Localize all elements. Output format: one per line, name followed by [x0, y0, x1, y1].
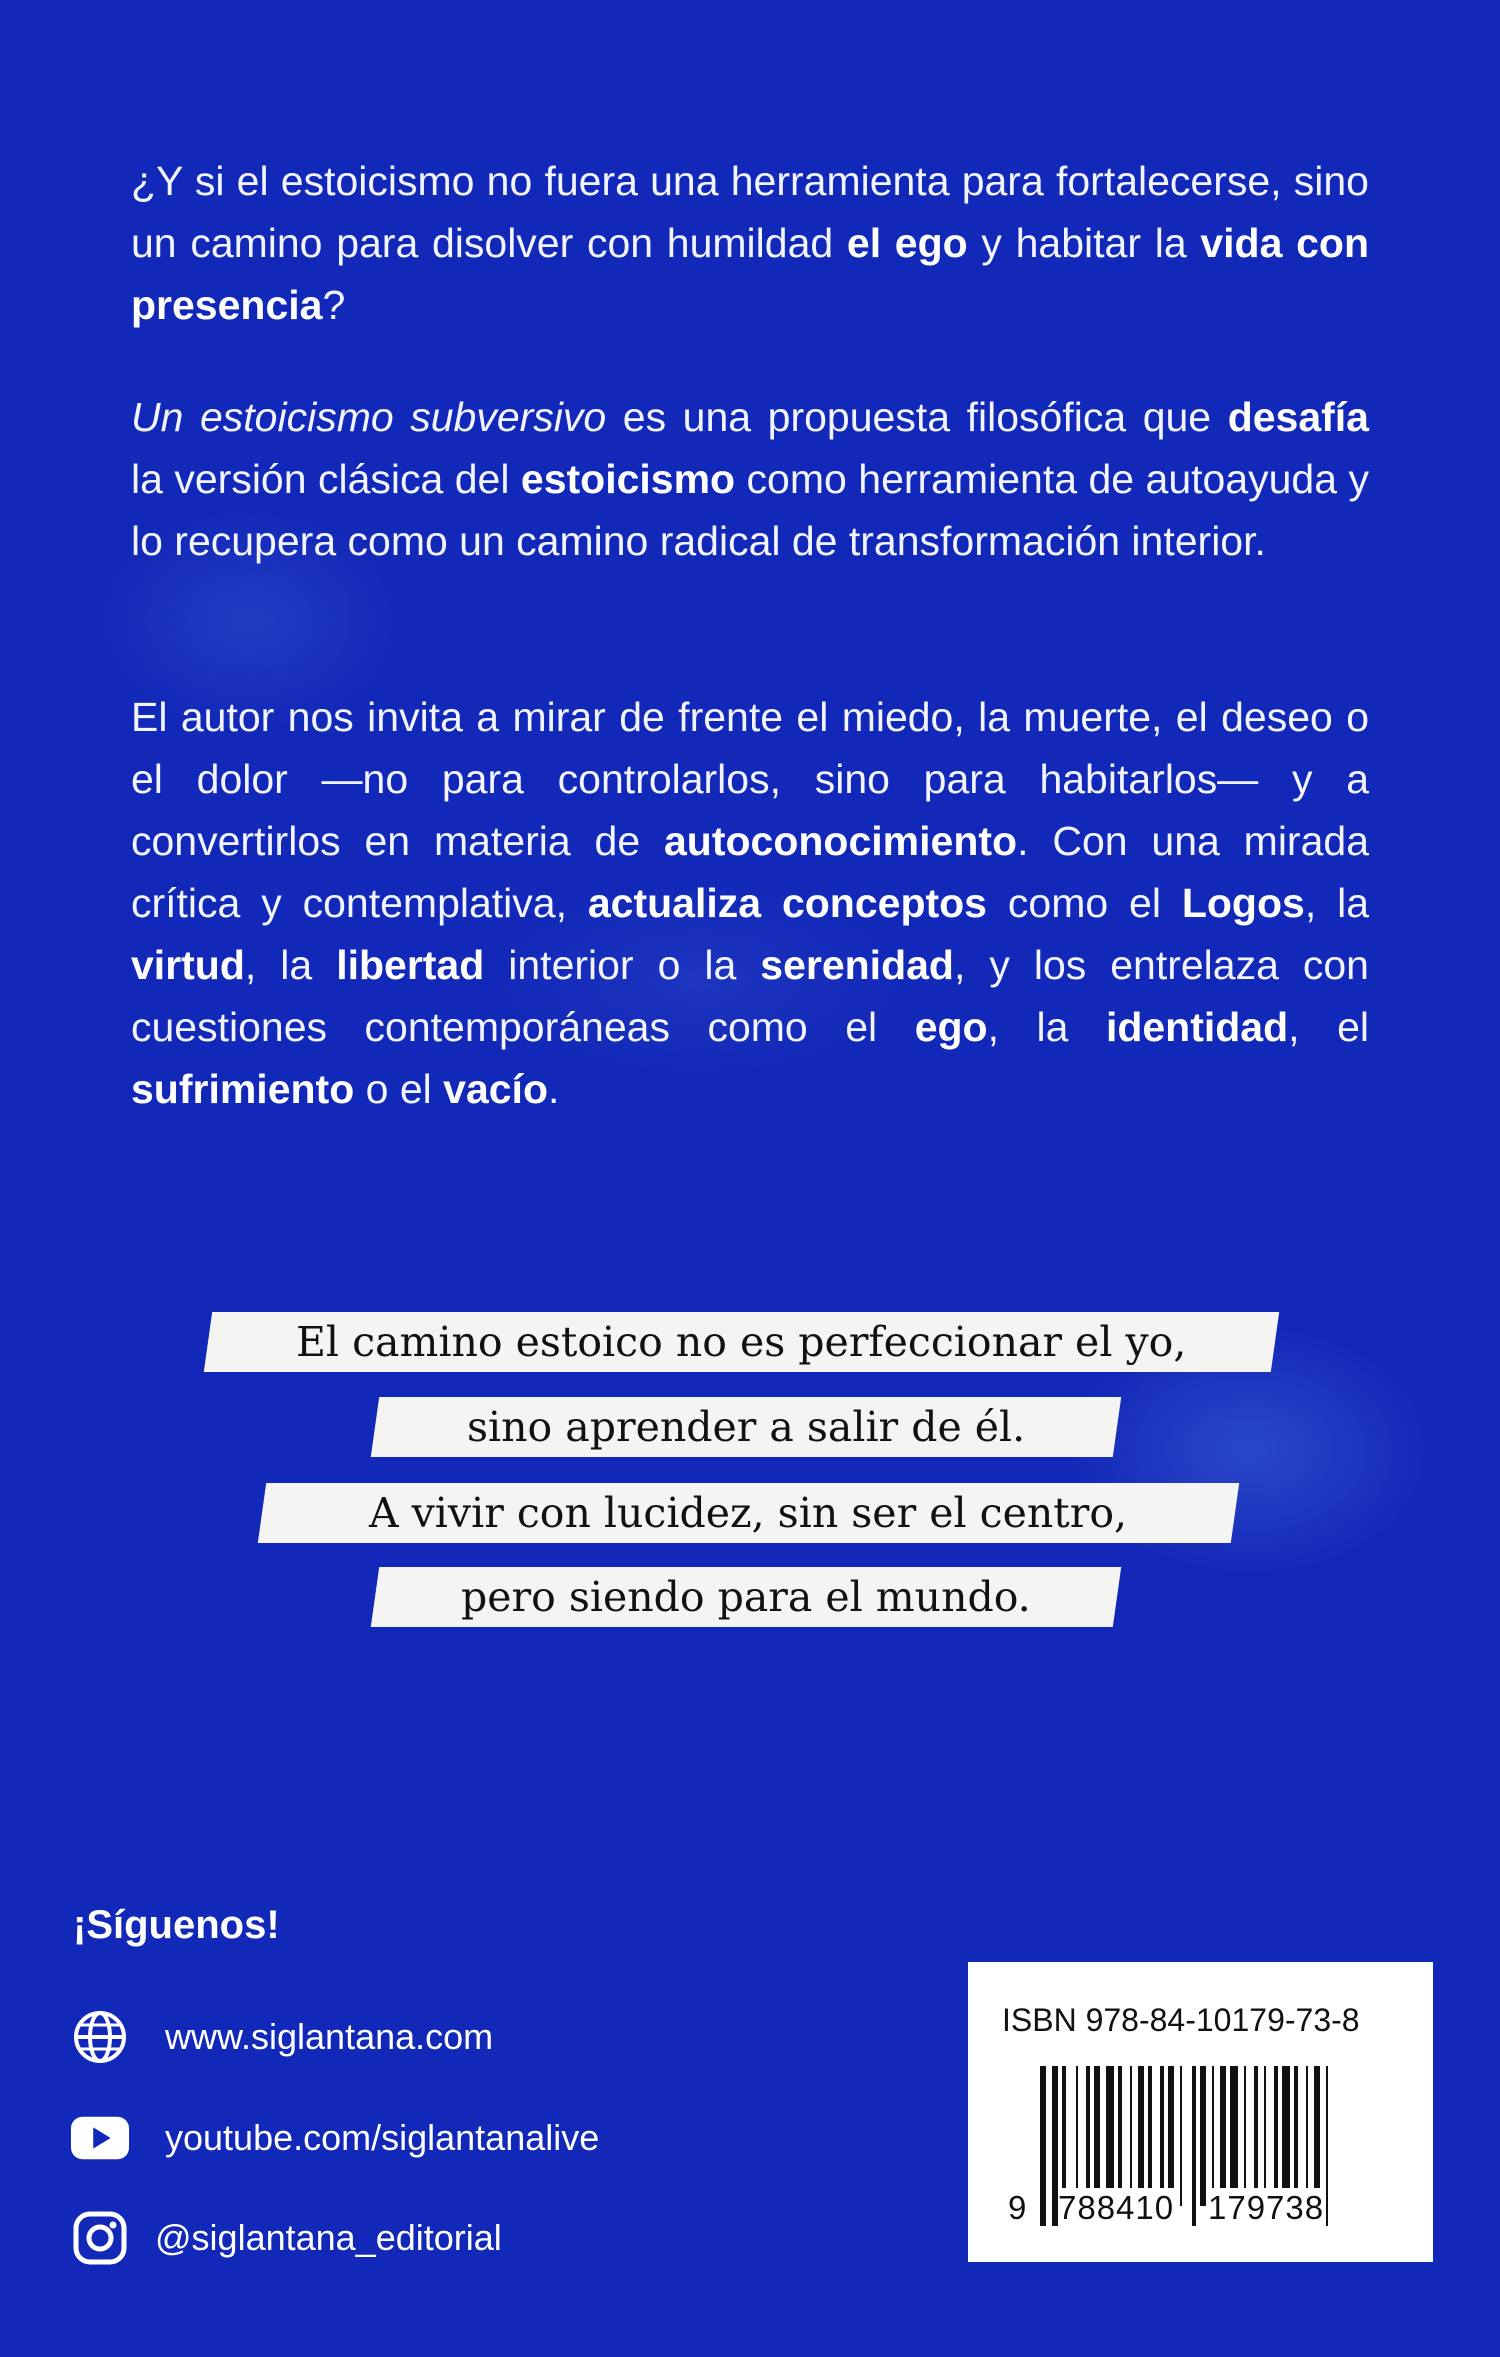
social-web-link[interactable]: [70, 2007, 493, 2067]
barcode-bar: [1094, 2066, 1100, 2206]
blurb-paragraph-3: [131, 686, 1369, 1120]
barcode-digits-right: 179738: [1208, 2189, 1325, 2226]
youtube-icon: [70, 2108, 130, 2168]
blurb-text-run: , la: [987, 1004, 1106, 1050]
blurb-text-run: . Con una mirada crítica y contemplativa,: [131, 818, 1369, 926]
barcode-bar: [1086, 2066, 1090, 2206]
instagram-icon: [70, 2208, 130, 2268]
barcode-bar: [1106, 2066, 1114, 2206]
quote-line-1-text: El camino estoico no es perfeccionar el yo,: [296, 1318, 1187, 1366]
globe-icon: [70, 2007, 130, 2067]
blurb-text-run: interior o la: [484, 942, 761, 988]
blurb-text-run: vacío: [443, 1066, 548, 1112]
barcode-bar: [1314, 2066, 1320, 2206]
blurb-text-run: autoconocimiento: [664, 818, 1018, 864]
quote-line-3-text: A vivir con lucidez, sin ser el centro,: [369, 1489, 1128, 1537]
blurb-text-run: o el: [354, 1066, 444, 1112]
barcode-bar: [1230, 2066, 1238, 2206]
social-youtube-link[interactable]: [70, 2108, 599, 2168]
barcode-bar: [1138, 2066, 1144, 2206]
barcode-bar: [1306, 2066, 1308, 2206]
blurb-text-run: desafía: [1227, 394, 1369, 440]
barcode-bar: [1274, 2066, 1278, 2206]
blurb-text-run: como el: [987, 880, 1182, 926]
blurb-text-run: Un estoicismo subversivo: [131, 394, 607, 440]
blurb-text-run: es una propuesta filosófica que: [606, 394, 1228, 440]
blurb-text-run: identidad: [1105, 1004, 1289, 1050]
blurb-text-run: sufrimiento: [131, 1066, 355, 1112]
blurb-text-run: la versión clásica del: [131, 456, 521, 502]
quote-line-2: [371, 1397, 1121, 1457]
isbn-label: ISBN 978-84-10179-73-8: [1002, 2002, 1360, 2038]
blurb-text-run: serenidad: [760, 942, 954, 988]
blurb-text-run: ego: [914, 1004, 988, 1050]
barcode-bar: [1212, 2066, 1214, 2206]
blurb-text-run: , la: [1304, 880, 1369, 926]
quote-line-1: [204, 1312, 1279, 1372]
barcode-bar: [1076, 2066, 1078, 2206]
barcode-bar: [1254, 2066, 1258, 2206]
youtube-url[interactable]: youtube.com/siglantanalive: [165, 2117, 600, 2158]
barcode-bar: [1326, 2066, 1328, 2226]
quote-line-4-text: pero siendo para el mundo.: [461, 1573, 1031, 1621]
blurb-text-run: y habitar la: [967, 220, 1201, 266]
blurb-text-run: , el: [1288, 1004, 1369, 1050]
barcode-bar: [1244, 2066, 1246, 2206]
barcode-bar: [1148, 2066, 1152, 2206]
blurb-text-run: virtud: [131, 942, 245, 988]
barcode-digit-first: 9: [1008, 2189, 1027, 2226]
blurb-text-run: , y los entrelaza con cuestiones contemporáneas como el: [131, 942, 1369, 1050]
blurb-text-run: .: [547, 1066, 560, 1112]
blurb-text-run: actualiza conceptos: [587, 880, 987, 926]
barcode-bar: [1040, 2066, 1046, 2226]
quote-line-3: [258, 1483, 1239, 1543]
instagram-handle[interactable]: @siglantana_editorial: [155, 2217, 502, 2258]
barcode-digits-left: 788410: [1058, 2189, 1175, 2226]
barcode-bar: [1282, 2066, 1290, 2206]
barcode-bar: [1220, 2066, 1226, 2206]
blurb-text-run: ¿Y si el estoicismo no fuera una herramienta para fortalecerse, sino un camino para disolver con humildad: [131, 158, 1369, 266]
barcode-bar: [1264, 2066, 1266, 2206]
barcode-bar: [1192, 2066, 1196, 2226]
blurb-text-run: el ego: [846, 220, 968, 266]
blurb-text-run: estoicismo: [520, 456, 736, 502]
blurb-text-run: vida con presencia: [131, 220, 1369, 328]
quote-line-2-text: sino aprender a salir de él.: [466, 1403, 1026, 1451]
blurb-text-run: , la: [244, 942, 337, 988]
quote-line-4: [371, 1567, 1121, 1627]
barcode-bar: [1160, 2066, 1164, 2206]
barcode-bar: [1200, 2066, 1206, 2206]
blurb-text-run: El autor nos invita a mirar de frente el miedo, la muerte, el deseo o el dolor —no para controlarlos, sino para habitarlos— y a convertirlos en materia de: [131, 694, 1369, 864]
isbn-barcode-block: [968, 1962, 1433, 2262]
blurb-text-run: ?: [322, 282, 346, 328]
blurb-text-run: como herramienta de autoayuda y lo recupera como un camino radical de transformación interior.: [131, 456, 1369, 564]
blurb-text-run: libertad: [336, 942, 485, 988]
social-instagram-link[interactable]: [70, 2208, 502, 2268]
follow-us-heading: ¡Síguenos!: [73, 1903, 280, 1947]
barcode-bar: [1062, 2066, 1066, 2206]
barcode-bar: [1130, 2066, 1132, 2206]
blurb-paragraph-2: [131, 386, 1369, 572]
barcode-bar: [1168, 2066, 1174, 2206]
blurb-paragraph-1: [131, 150, 1369, 336]
website-url[interactable]: www.siglantana.com: [165, 2016, 494, 2057]
barcode-bar: [1118, 2066, 1122, 2206]
blurb-text-run: Logos: [1181, 880, 1305, 926]
barcode-bar: [1180, 2066, 1182, 2206]
barcode-bar: [1294, 2066, 1298, 2206]
